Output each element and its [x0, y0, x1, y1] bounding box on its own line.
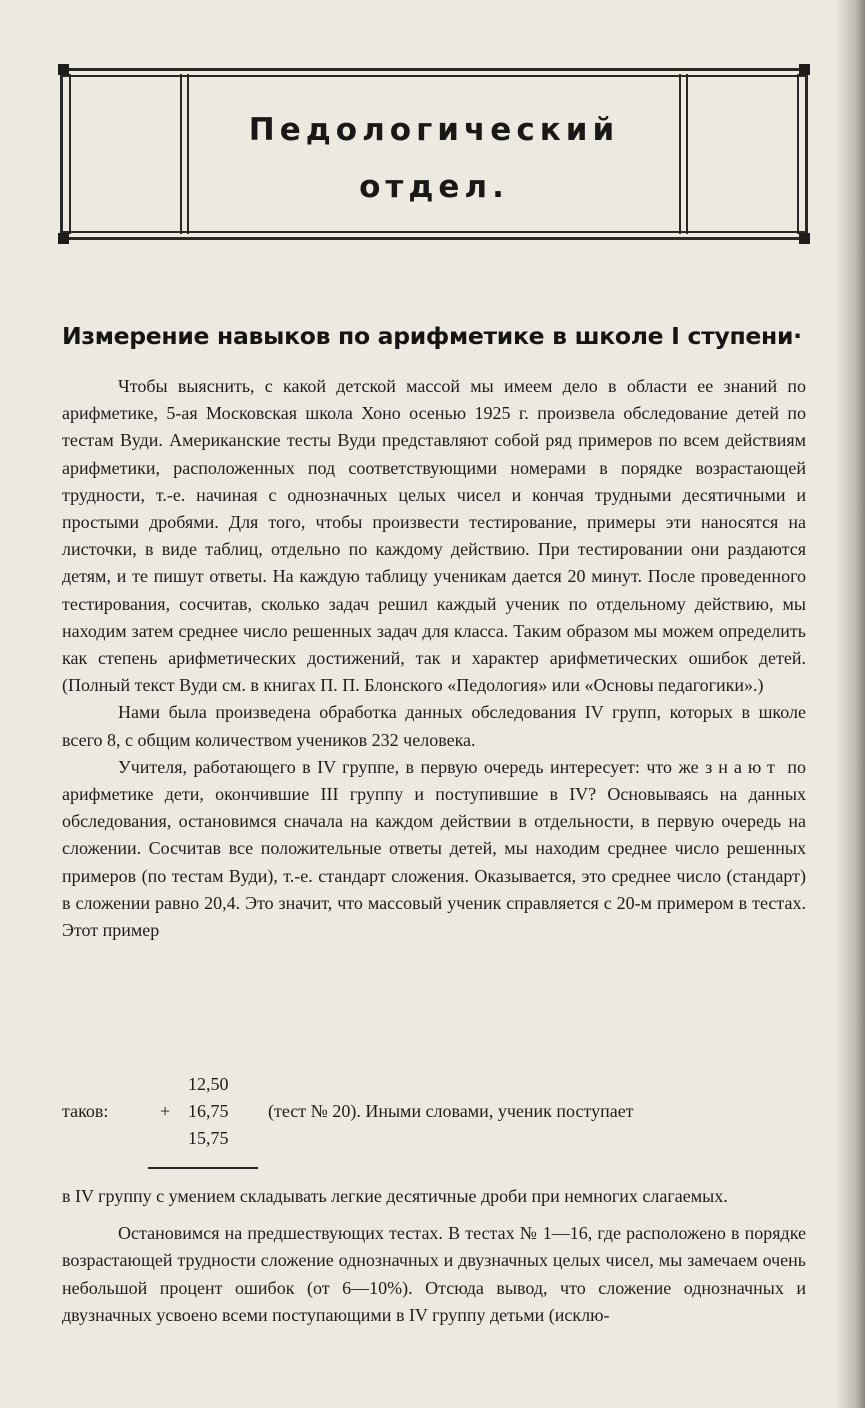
paragraph-2: Нами была произведена обработка данных обследования IV групп, которых в школе всего 8, с общим количеством учеников 232 человека. [62, 702, 806, 750]
frame-bottom-line [60, 237, 808, 240]
emphasis-spaced: знают [705, 756, 781, 777]
example-plus-sign: + [160, 1101, 171, 1121]
section-title-line-2: отдел. [359, 169, 509, 205]
frame-right-column-line-2 [679, 74, 681, 234]
frame-top-line [60, 68, 808, 71]
article-title: Измерение навыков по арифметике в школе I ступени· [62, 322, 802, 350]
page-edge-shadow [835, 0, 865, 1408]
frame-corner-ornament [799, 64, 810, 75]
frame-right-line [805, 74, 808, 234]
frame-right-inner-line [797, 74, 799, 234]
frame-right-column-line [686, 74, 688, 234]
example-number-2: 16,75 [188, 1101, 229, 1121]
frame-bottom-inner-line [60, 231, 808, 233]
example-continuation: (тест № 20). Иными словами, ученик поступает [268, 1101, 634, 1121]
frame-left-column-line-2 [187, 74, 189, 234]
paragraph-5: Остановимся на предшествующих тестах. В тестах № 1—16, где расположено в порядке возрастающей трудности сложение однозначных и двузначных целых чисел, мы замечаем очень небольшой процент ошибок (от 6—10%). Отсюда вывод, что сложение однозначных и двузначных усвоено всеми поступающими в IV группу детьми (исклю- [62, 1223, 806, 1325]
section-title [210, 102, 658, 216]
frame-corner-ornament [58, 64, 69, 75]
paragraph-3: Учителя, работающего в IV группе, в первую очередь интересует: что же знают по арифметике дети, окончившие III группу и поступившие в IV? Основываясь на данных обследования, остановимся сначала на каждом действии в отдельности, в первую очередь на сложении. Сосчитав все положительные ответы детей, мы находим среднее число решенных примеров (по тестам Вуди), т.-е. стандарт сложения. Оказывается, это среднее число (стандарт) в сложении равно 20,4. Это значит, что массовый ученик справляется с 20-м примером в тестах. Этот пример [62, 756, 806, 941]
frame-corner-ornament [58, 233, 69, 244]
frame-left-line [60, 74, 63, 234]
frame-left-column-line [180, 74, 182, 234]
paragraph-1: Чтобы выяснить, с какой детской массой мы имеем дело в области ее знаний по арифметике, 5-ая Московская школа Хоно осенью 1925 г. произвела обследование детей по тестам Вуди. Американские тесты Вуди представляют собой ряд примеров по всем действиям арифметики, расположенных под соответствующими номерами в порядке возрастающей трудности, т.-е. начиная с однозначных целых чисел и кончая трудными десятичными и простыми дробями. Для того, чтобы произвести тестирование, примеры эти наносятся на листочки, в виде таблиц, отдельно по каждому действию. При тестировании они раздаются детям, и те пишут ответы. На каждую таблицу ученикам дается 20 минут. После проведенного тестирования, сосчитав, сколько задач решил каждый ученик по отдельному действию, мы находим затем среднее число решенных задач для класса. Таким образом мы можем определить как степень арифметических достижений, так и характер арифметических ошибок детей. (Полный текст Вуди см. в книгах П. П. Блонского «Педология» или «Основы педагогики».) [62, 376, 806, 696]
frame-corner-ornament [799, 233, 810, 244]
frame-left-inner-line [69, 74, 71, 234]
section-header-frame [60, 62, 808, 246]
article-body [62, 373, 806, 944]
separator-rule [148, 1167, 258, 1169]
example-number-3: 15,75 [188, 1128, 229, 1148]
example-label: таков: [62, 1101, 109, 1121]
paragraph-4: в IV группу с умением складывать легкие десятичные дроби при немногих слагаемых. [62, 1186, 728, 1206]
article-body-continued [62, 1183, 806, 1329]
frame-top-inner-line [60, 75, 808, 77]
example-number-1: 12,50 [188, 1074, 229, 1094]
section-title-line-1: Педологический [248, 112, 620, 148]
